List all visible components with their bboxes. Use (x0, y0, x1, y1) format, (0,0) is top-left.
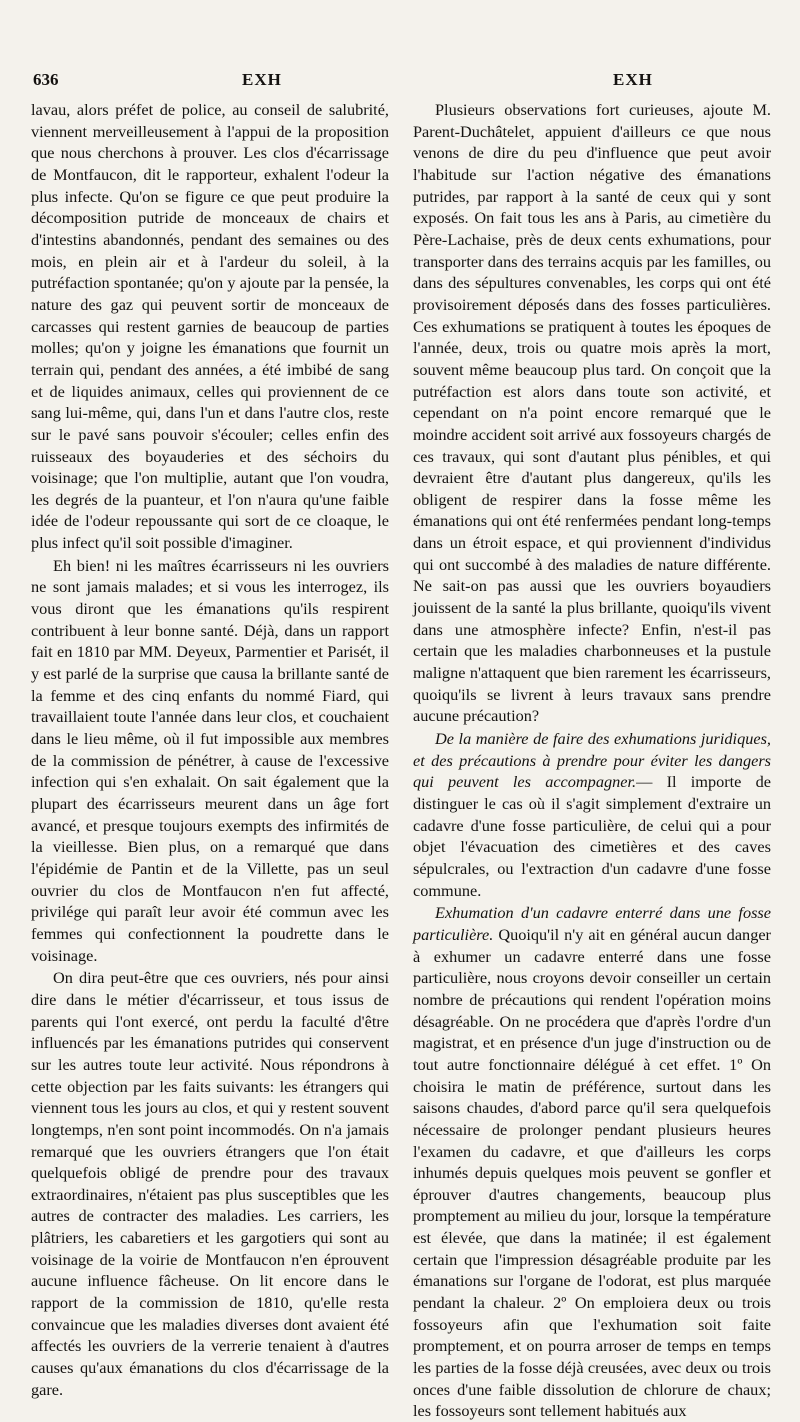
page-number: 636 (33, 70, 59, 89)
paragraph: On dira peut-être que ces ouvriers, nés pour ainsi dire dans le métier d'écarrisseur, et tous issus de parents qui l'ont exercé, ont perdu la faculté d'être influencés par les émanations putrides qui conservent sur les autres toute leur activité. Nous répondrons à cette objection par les faits suivants: les étrangers qui viennent tous les jours au clos, et qui y restent souvent longtemps, n'en sont point incommodés. On n'a jamais remarqué que les ouvriers étrangers que l'on était quelquefois obligé de prendre pour des travaux extraordinaires, n'étaient pas plus susceptibles que les autres de contracter des maladies. Les carriers, les plâtriers, les cabaretiers et les gargotiers qui sont au voisinage de la voirie de Montfaucon n'en éprouvent aucune influence fâcheuse. On lit encore dans le rapport de la commission de 1810, qu'elle resta convaincue que les maladies diverses dont avaient été affectés les ouvriers de la verrerie tenaient à d'autres causes qu'aux émanations du clos d'écarrissage de la gare. (31, 968, 389, 1399)
section-paragraph (413, 728, 771, 901)
section-text: Quoiqu'il n'y ait en général aucun danger à exhumer un cadavre enterré dans une fosse particulière, nous croyons devoir conseiller un certain nombre de précautions qui rendent l'opération moins désagréable. On ne procédera que d'après l'ordre d'un magistrat, et en présence d'un juge d'instruction ou de tout autre fonctionnaire délégué à cet effet. 1º On choisira le matin de préférence, surtout dans les saisons chaudes, d'abord parce qu'il sera quelquefois nécessaire de prolonger pendant plusieurs heures l'examen du cadavre, et que d'ailleurs les corps inhumés depuis quelques mois peuvent se gonfler et éprouver d'autres changements, beaucoup plus promptement au milieu du jour, lorsque la température est élevée, que dans la matinée; il est également certain que l'impression désagréable produite par les émanations sur l'organe de l'odorat, est plus marquée pendant la chaleur. 2º On emploiera deux ou trois fossoyeurs afin que l'exhumation soit faite promptement, et on pourra arroser de temps en temps les parties de la fosse déjà creusées, avec deux ou trois onces d'une faible dissolution de chlorure de chaux; les fossoyeurs sont tellement habitués aux (413, 924, 771, 1421)
running-head-left: EXH (242, 70, 282, 89)
right-column (413, 99, 771, 1422)
paragraph: Eh bien! ni les maîtres écarrisseurs ni les ouvriers ne sont jamais malades; et si vous les interrogez, ils vous diront que les émanations qu'ils respirent contribuent à leur bonne santé. Déjà, dans un rapport fait en 1810 par MM. Deyeux, Parmentier et Parisét, il y est parlé de la surprise que causa la brillante santé de la femme et des cinq enfants du nommé Fiard, qui travaillaient toute l'année dans leur clos, et couchaient dans le lieu même, où il fut impossible aux membres de la commission de pénétrer, à cause de l'excessive infection qui s'en exhalait. On sait également que la plupart des écarrisseurs meurent dans un âge fort avancé, et presque toujours exempts des infirmités de la vieillesse. Bien plus, on a remarqué que dans l'épidémie de Pantin et de la Villette, pas un seul ouvrier du clos de Montfaucon n'en fut affecté, privilége qui paraît leur avoir été commun avec les femmes qui confectionnent la poudrette dans le voisinage. (31, 555, 389, 965)
paragraph: Plusieurs observations fort curieuses, ajoute M. Parent-Duchâtelet, appuient d'ailleurs ce que nous venons de dire du peu d'influence que peut avoir l'habitude sur l'action négative des émanations putrides, par rapport à la santé de ceux qui y sont exposés. On fait tous les ans à Paris, au cimetière du Père-Lachaise, près de deux cents exhumations, pour transporter dans des terrains acquis par les familles, ou dans des sépultures convenables, les corps qui ont été provisoirement déposés dans des fosses particulières. Ces exhumations se pratiquent à toutes les époques de l'année, deux, trois ou quatre mois après la mort, souvent même beaucoup plus tard. On conçoit que la putréfaction est alors dans toute son activité, et cependant on n'a point encore remarqué que le moindre accident soit arrivé aux fossoyeurs chargés de ces travaux, qui sont d'autant plus pénibles, et qui devraient être d'autant plus dangereux, qu'ils les obligent de respirer dans la fosse même les émanations qui ont été renfermées pendant long-temps dans un étroit espace, et qui proviennent d'individus qui ont succombé à des maladies de nature différente. Ne sait-on pas aussi que les ouvriers boyaudiers jouissent de la santé la plus brillante, quoiqu'ils vivent dans une atmosphère infecte? Enfin, n'est-il pas certain que les maladies charbonneuses et la pustule maligne n'attaquent que bien rarement les écarrisseurs, quoiqu'ils se livrent à leurs travaux sans prendre aucune précaution? (413, 100, 771, 726)
section-heading: Exhumation d'un cadavre enterré dans une fosse particulière. (413, 903, 771, 944)
section-heading: De la manière de faire des exhumations juridiques, et des précautions à prendre pour éviter les dangers qui peuvent les accompagner. (413, 729, 771, 792)
running-head-right: EXH (613, 70, 653, 89)
paragraph: lavau, alors préfet de police, au conseil de salubrité, viennent merveilleusement à l'appui de la proposition que nous cherchons à prouver. Les clos d'écarrissage de Montfaucon, dit le rapporteur, exhalent l'odeur la plus infecte. Qu'on se figure ce que peut produire la décomposition putride de monceaux de chairs et d'intestins abandonnés, pendant des semaines ou des mois, en plein air et à l'ardeur du soleil, à la putréfaction spontanée; qu'on y ajoute par la pensée, la nature des gaz qui peuvent sortir de monceaux de carcasses qui restent garnies de beaucoup de parties molles; qu'on y joigne les émanations que fournit un terrain qui, pendant des années, a été imbibé de sang et de liquides animaux, celles qui proviennent de ce sang lui-même, qui, dans l'un et dans l'autre clos, reste sur le pavé sans pouvoir s'écouler; celles enfin des ruisseaux des boyauderies et des séchoirs du voisinage; que l'on multiplie, autant que l'on voudra, les degrés de la puanteur, et l'on n'aura qu'une faible idée de l'odeur repoussante qui sort de ce cloaque, le plus infect qu'il soit possible d'imaginer. (31, 100, 389, 553)
section-text: — Il importe de distinguer le cas où il s'agit simplement d'extraire un cadavre d'une fosse particulière, de celui qui a pour objet l'évacuation des cimetières et des caves sépulcrales, ou l'extraction d'un cadavre d'une fosse commune. (413, 772, 771, 900)
section-paragraph (413, 902, 771, 1422)
running-header (30, 70, 770, 96)
left-column (31, 99, 389, 1400)
